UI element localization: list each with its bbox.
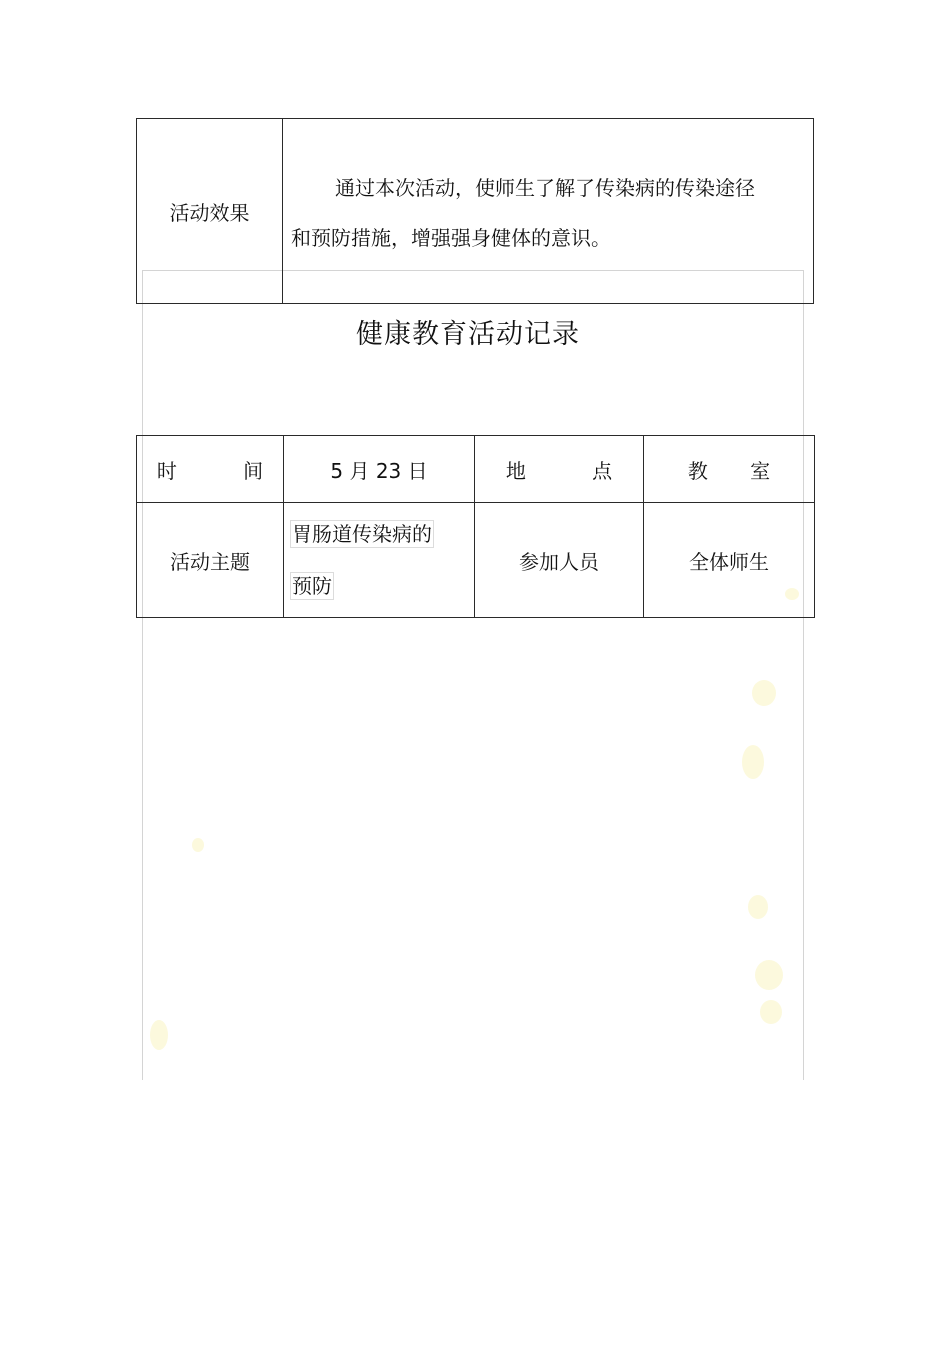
time-value: 5 月 23 日 (284, 436, 475, 503)
effect-text-line1: 通过本次活动，使师生了解了传染病的传染途径 (335, 176, 755, 200)
stain (760, 1000, 782, 1024)
place-label: 地 点 (475, 436, 644, 503)
stain (755, 960, 783, 990)
stain (150, 1020, 168, 1050)
activity-effect-table (136, 118, 814, 304)
stain (752, 680, 776, 706)
stain (192, 838, 204, 852)
place-value: 教 室 (644, 436, 815, 503)
topic-line-2: 预防 (292, 574, 332, 598)
activity-record-table (136, 435, 815, 618)
topic-value (284, 503, 475, 618)
stain (742, 745, 764, 779)
time-label: 时 间 (137, 436, 284, 503)
participants-value: 全体师生 (644, 503, 815, 618)
page-title: 健康教育活动记录 (356, 319, 580, 350)
topic-label: 活动主题 (137, 503, 284, 618)
frame-line-right (803, 270, 804, 1080)
effect-text-line2: 和预防措施，增强强身健体的意识。 (291, 226, 611, 250)
stain (748, 895, 768, 919)
effect-text (283, 119, 814, 304)
participants-label: 参加人员 (475, 503, 644, 618)
effect-label: 活动效果 (137, 119, 283, 304)
topic-line-1: 胃肠道传染病的 (292, 522, 432, 546)
frame-line-left (142, 270, 143, 1080)
